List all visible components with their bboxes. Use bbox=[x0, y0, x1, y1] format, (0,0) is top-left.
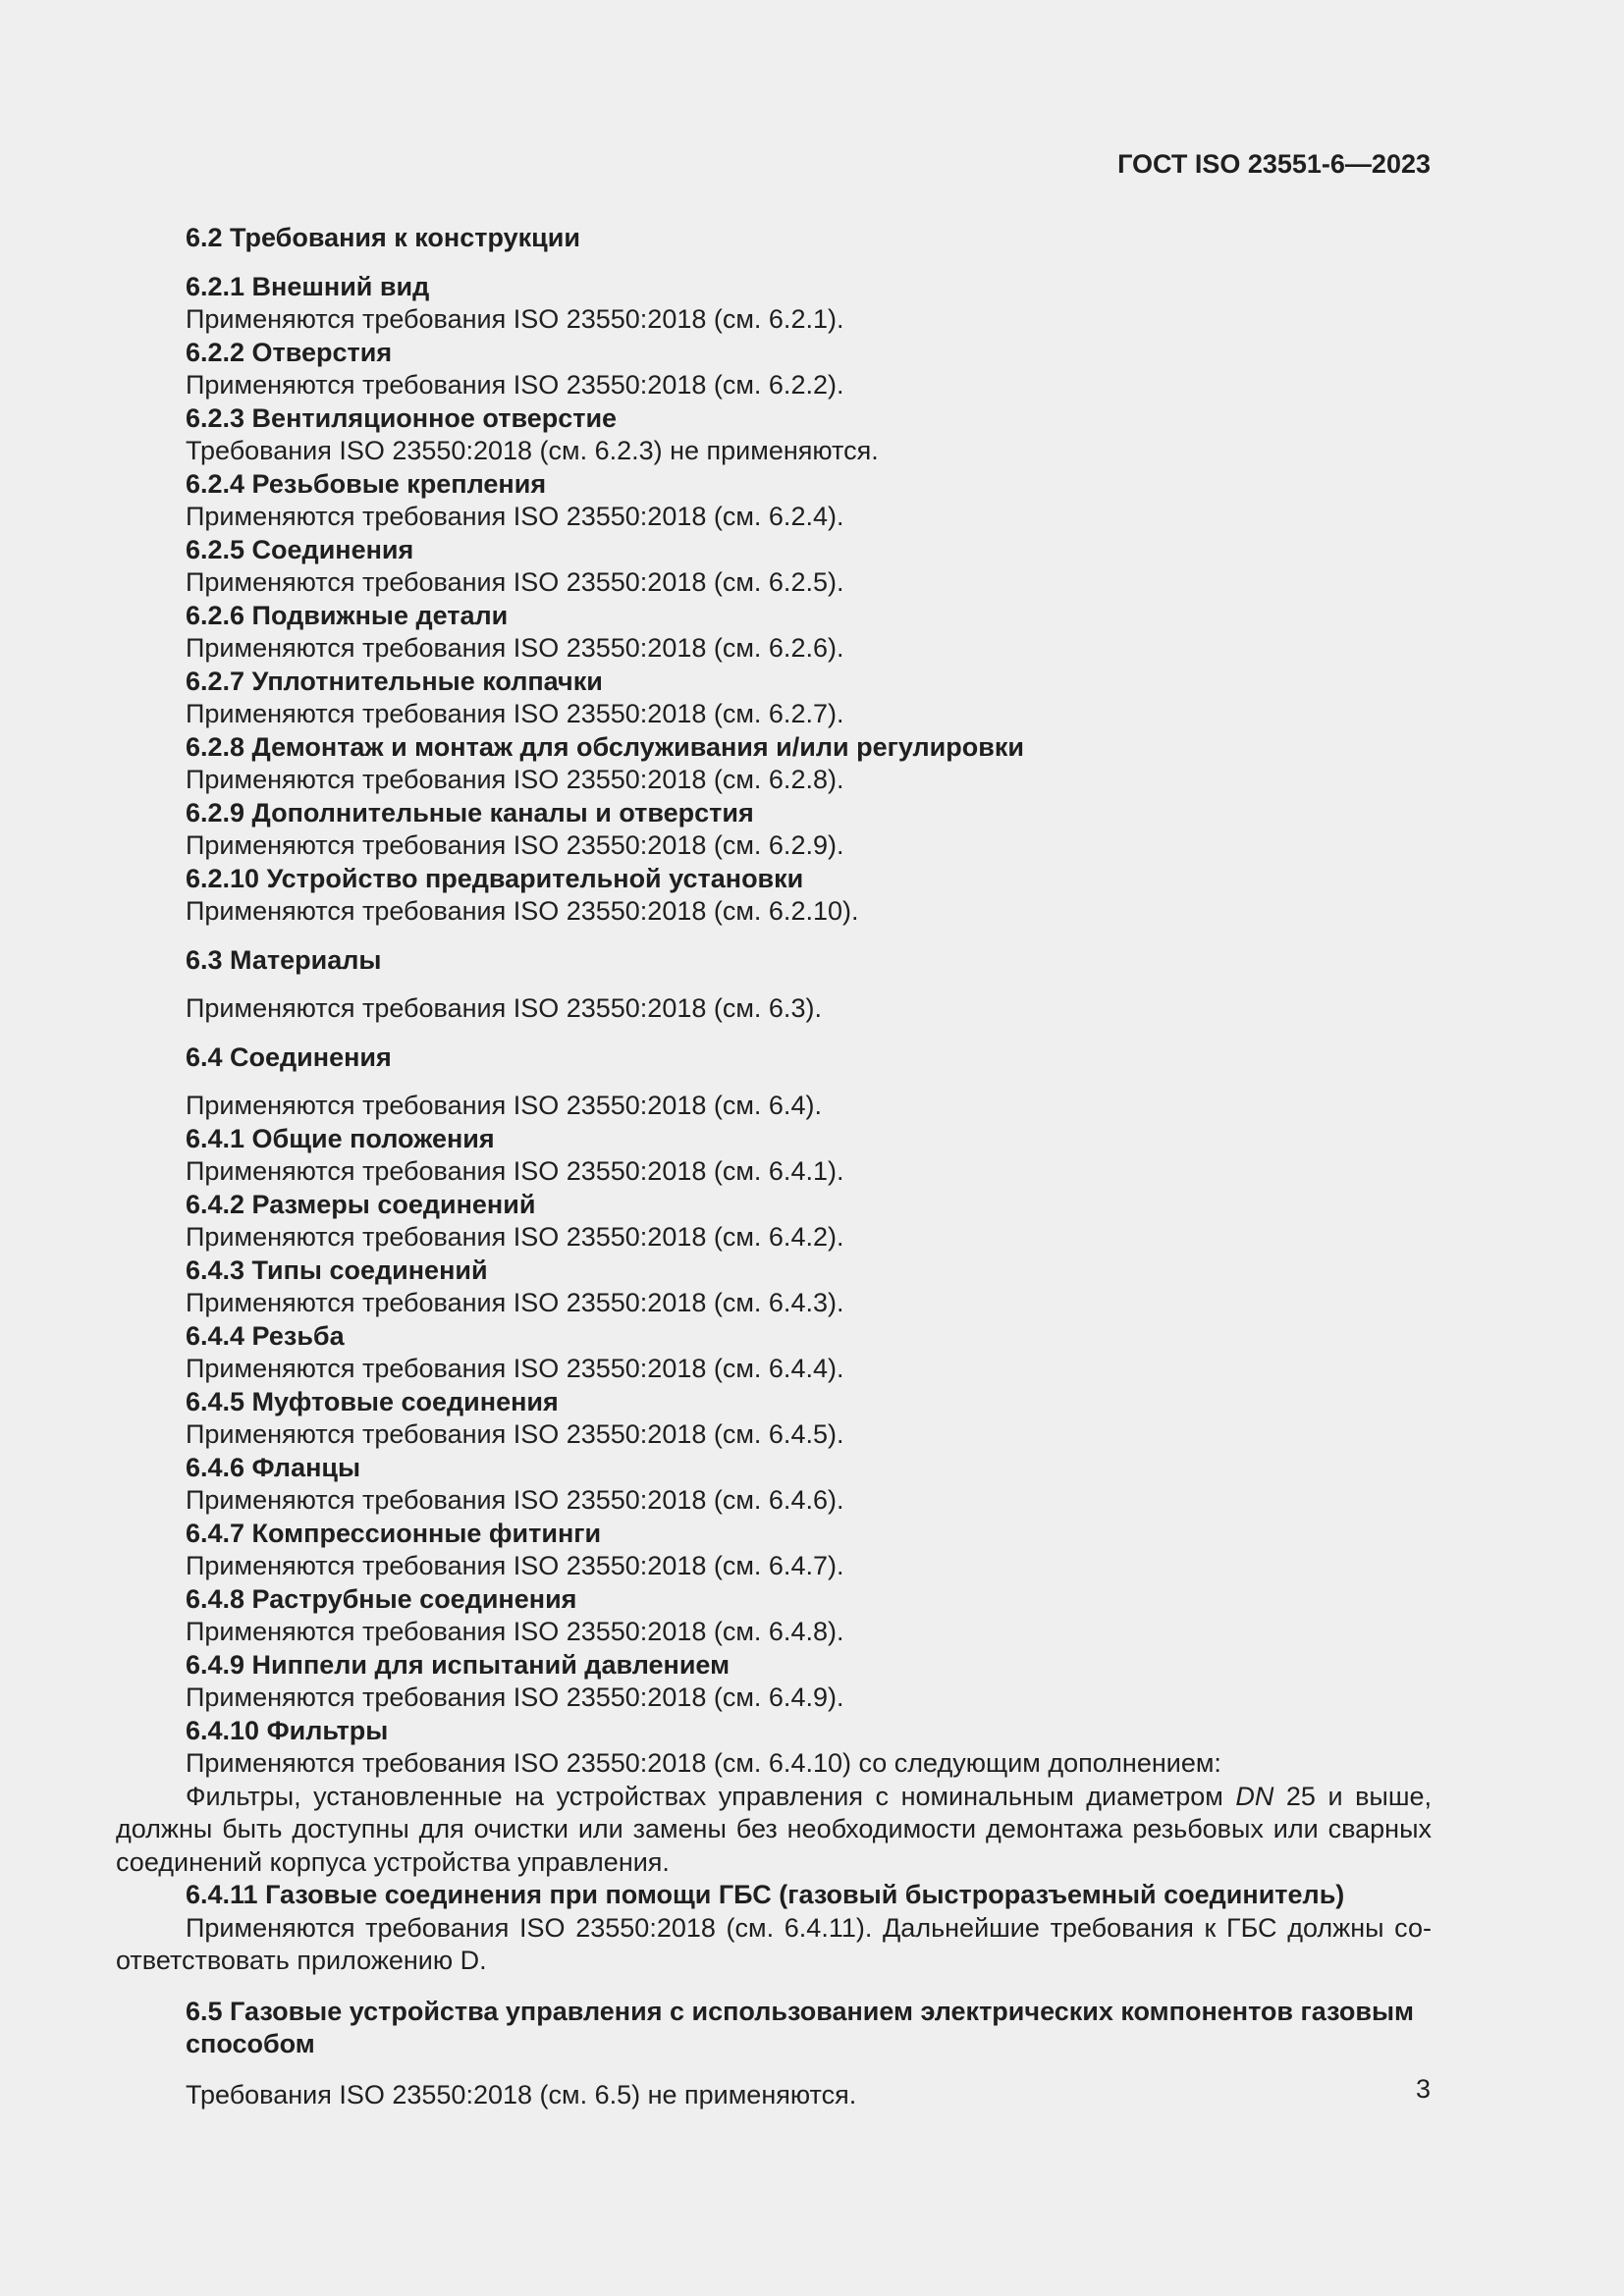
subsection-6-4-5-text: Применяются требования ISO 23550:2018 (см. 6.4.5). bbox=[186, 1419, 844, 1449]
subsection-6-2-8-title: 6.2.8 Демонтаж и монтаж для обслуживания и/или регулировки bbox=[186, 731, 1024, 762]
subsection-6-2-5-title: 6.2.5 Соединения bbox=[186, 534, 414, 564]
subsection-6-4-10-title: 6.4.10 Фильтры bbox=[186, 1715, 389, 1745]
subsection-6-2-2-title: 6.2.2 Отверстия bbox=[186, 337, 393, 367]
subsection-6-2-1-text: Применяются требования ISO 23550:2018 (см. 6.2.1). bbox=[186, 304, 844, 334]
subsection-6-4-10-text: Применяются требования ISO 23550:2018 (см. 6.4.10) со следующим дополнением: bbox=[186, 1748, 1221, 1778]
subsection-6-2-3-text: Требования ISO 23550:2018 (см. 6.2.3) не применяются. bbox=[186, 436, 879, 465]
subsection-6-4-11-title: 6.4.11 Газовые соединения при помощи ГБС (газовый быстроразъемный соединитель) bbox=[186, 1880, 1345, 1909]
subsection-6-2-1-title: 6.2.1 Внешний вид bbox=[186, 271, 430, 301]
subsection-6-4-8-title: 6.4.8 Раструбные соединения bbox=[186, 1583, 577, 1614]
subsection-6-2-10-title: 6.2.10 Устройство предварительной установки bbox=[186, 863, 804, 893]
subsection-6-2-9-title: 6.2.9 Дополнительные каналы и отверстия bbox=[186, 797, 754, 828]
section-6-2-title: 6.2 Требования к конструкции bbox=[186, 223, 580, 252]
subsection-6-4-8-text: Применяются требования ISO 23550:2018 (см. 6.4.8). bbox=[186, 1617, 844, 1646]
section-6-4-text: Применяются требования ISO 23550:2018 (см. 6.4). bbox=[186, 1091, 822, 1120]
subsection-6-4-2-title: 6.4.2 Размеры соединений bbox=[186, 1189, 536, 1219]
section-6-5-title: 6.5 Газовые устройства управления с использованием электрических компонентов газовым способом bbox=[186, 1996, 1414, 2058]
subsection-6-4-7-title: 6.4.7 Компрессионные фитинги bbox=[186, 1518, 602, 1548]
subsection-6-4-6-title: 6.4.6 Фланцы bbox=[186, 1452, 361, 1482]
page-number: 3 bbox=[1415, 2074, 1431, 2104]
subsection-6-2-8-text: Применяются требования ISO 23550:2018 (см. 6.2.8). bbox=[186, 765, 844, 794]
subsection-6-2-6-title: 6.2.6 Подвижные детали bbox=[186, 600, 509, 630]
filter-paragraph-part-1: Фильтры, установленные на устройствах управления с номинальным диаметром bbox=[186, 1781, 1236, 1811]
subsection-6-2-5-text: Применяются требования ISO 23550:2018 (см. 6.2.5). bbox=[186, 567, 844, 597]
section-6-4-title: 6.4 Соединения bbox=[186, 1041, 392, 1072]
subsection-6-2-6-text: Применяются требования ISO 23550:2018 (см. 6.2.6). bbox=[186, 633, 844, 663]
subsection-6-2-4-title: 6.2.4 Резьбовые крепления bbox=[186, 468, 547, 499]
subsection-6-4-9-title: 6.4.9 Ниппели для испытаний давлением bbox=[186, 1649, 731, 1680]
subsection-6-4-1-title: 6.4.1 Общие положения bbox=[186, 1123, 495, 1153]
subsection-6-4-4-text: Применяются требования ISO 23550:2018 (см. 6.4.4). bbox=[186, 1354, 844, 1383]
subsection-6-4-4-title: 6.4.4 Резьба bbox=[186, 1320, 345, 1351]
subsection-6-2-2-text: Применяются требования ISO 23550:2018 (см. 6.2.2). bbox=[186, 370, 844, 400]
subsection-6-4-2-text: Применяются требования ISO 23550:2018 (см. 6.4.2). bbox=[186, 1222, 844, 1252]
subsection-6-4-1-text: Применяются требования ISO 23550:2018 (см. 6.4.1). bbox=[186, 1156, 844, 1186]
subsection-6-4-10-filter-paragraph bbox=[116, 1781, 1432, 1880]
subsection-6-4-6-text: Применяются требования ISO 23550:2018 (см. 6.4.6). bbox=[186, 1485, 844, 1515]
subsection-6-4-11-text: Применяются требования ISO 23550:2018 (см. 6.4.11). Дальнейшие требования к ГБС должны со-ответствовать приложению D. bbox=[116, 1912, 1432, 1975]
subsection-6-2-9-text: Применяются требования ISO 23550:2018 (см. 6.2.9). bbox=[186, 830, 844, 860]
section-6-3-title: 6.3 Материалы bbox=[186, 944, 382, 975]
subsection-6-2-7-text: Применяются требования ISO 23550:2018 (см. 6.2.7). bbox=[186, 699, 844, 728]
subsection-6-2-3-title: 6.2.3 Вентиляционное отверстие bbox=[186, 402, 618, 433]
subsection-6-4-3-text: Применяются требования ISO 23550:2018 (см. 6.4.3). bbox=[186, 1288, 844, 1317]
document-body bbox=[116, 222, 1432, 2111]
section-6-5-text: Требования ISO 23550:2018 (см. 6.5) не применяются. bbox=[186, 2079, 857, 2109]
subsection-6-4-7-text: Применяются требования ISO 23550:2018 (см. 6.4.7). bbox=[186, 1551, 844, 1580]
dn-symbol: DN bbox=[1235, 1781, 1274, 1811]
subsection-6-4-9-text: Применяются требования ISO 23550:2018 (см. 6.4.9). bbox=[186, 1682, 844, 1712]
subsection-6-2-7-title: 6.2.7 Уплотнительные колпачки bbox=[186, 666, 603, 696]
filter-paragraph-part-2: 25 и выше, должны быть доступны для очистки или замены без необходимости демонтажа резьбовых или сварных соединений корпуса устройства управления. bbox=[116, 1781, 1433, 1877]
subsection-6-4-3-title: 6.4.3 Типы соединений bbox=[186, 1255, 488, 1285]
page-header: ГОСТ ISO 23551-6—2023 bbox=[1117, 149, 1431, 179]
subsection-6-4-5-title: 6.4.5 Муфтовые соединения bbox=[186, 1386, 559, 1416]
subsection-6-2-10-text: Применяются требования ISO 23550:2018 (см. 6.2.10). bbox=[186, 896, 859, 926]
section-6-3-text: Применяются требования ISO 23550:2018 (см. 6.3). bbox=[186, 993, 822, 1023]
subsection-6-2-4-text: Применяются требования ISO 23550:2018 (см. 6.2.4). bbox=[186, 502, 844, 531]
